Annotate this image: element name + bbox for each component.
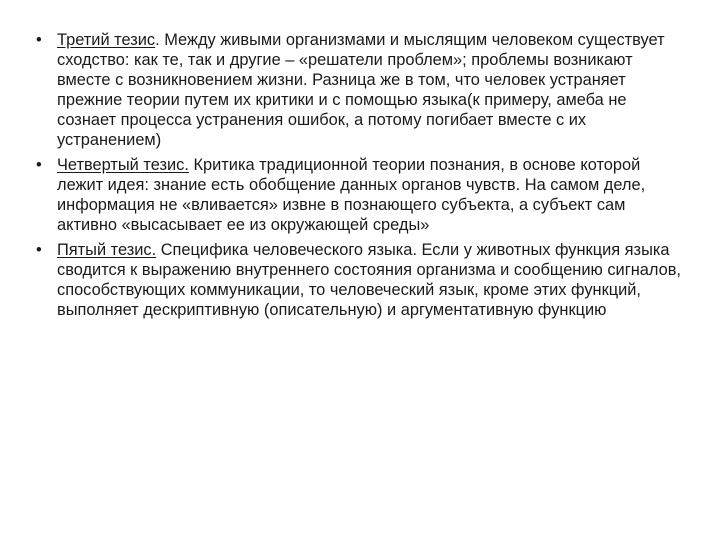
thesis-title-third: Третий тезис [57, 31, 156, 49]
thesis-text-fifth: Специфика человеческого языка. Если у животных функция языка сводится к выражению внутреннего состояния организма и сообщению сигналов, способствующих коммуникации, то человеческий язык, кроме этих функций, выполняет дескриптивную (описательную) и аргументативную функцию [57, 241, 681, 319]
thesis-text-fourth: Критика традиционной теории познания, в основе которой лежит идея: знание есть обобщение данных органов чувств. На самом деле, информация не «вливается» извне в познающего субъекта, а субъект сам активно «высасывает ее из окружающей среды» [57, 156, 646, 234]
list-item [36, 155, 686, 235]
bullet-icon: • [36, 156, 42, 174]
bullet-icon: • [36, 31, 42, 49]
thesis-title-fourth: Четвертый тезис. [57, 156, 189, 174]
thesis-list [36, 30, 686, 325]
bullet-icon: • [36, 241, 42, 259]
list-item [36, 30, 686, 150]
thesis-text-third: . Между живыми организмами и мыслящим человеком существует сходство: как те, так и другие – «решатели проблем»; проблемы возникают вместе с возникновением жизни. Разница же в том, что человек устраняет прежние теории путем их критики и с помощью языка(к примеру, амеба не сознает процесса устранения ошибок, а потому погибает вместе с их устранением) [57, 31, 665, 149]
thesis-title-fifth: Пятый тезис. [57, 241, 157, 259]
list-item [36, 240, 686, 320]
